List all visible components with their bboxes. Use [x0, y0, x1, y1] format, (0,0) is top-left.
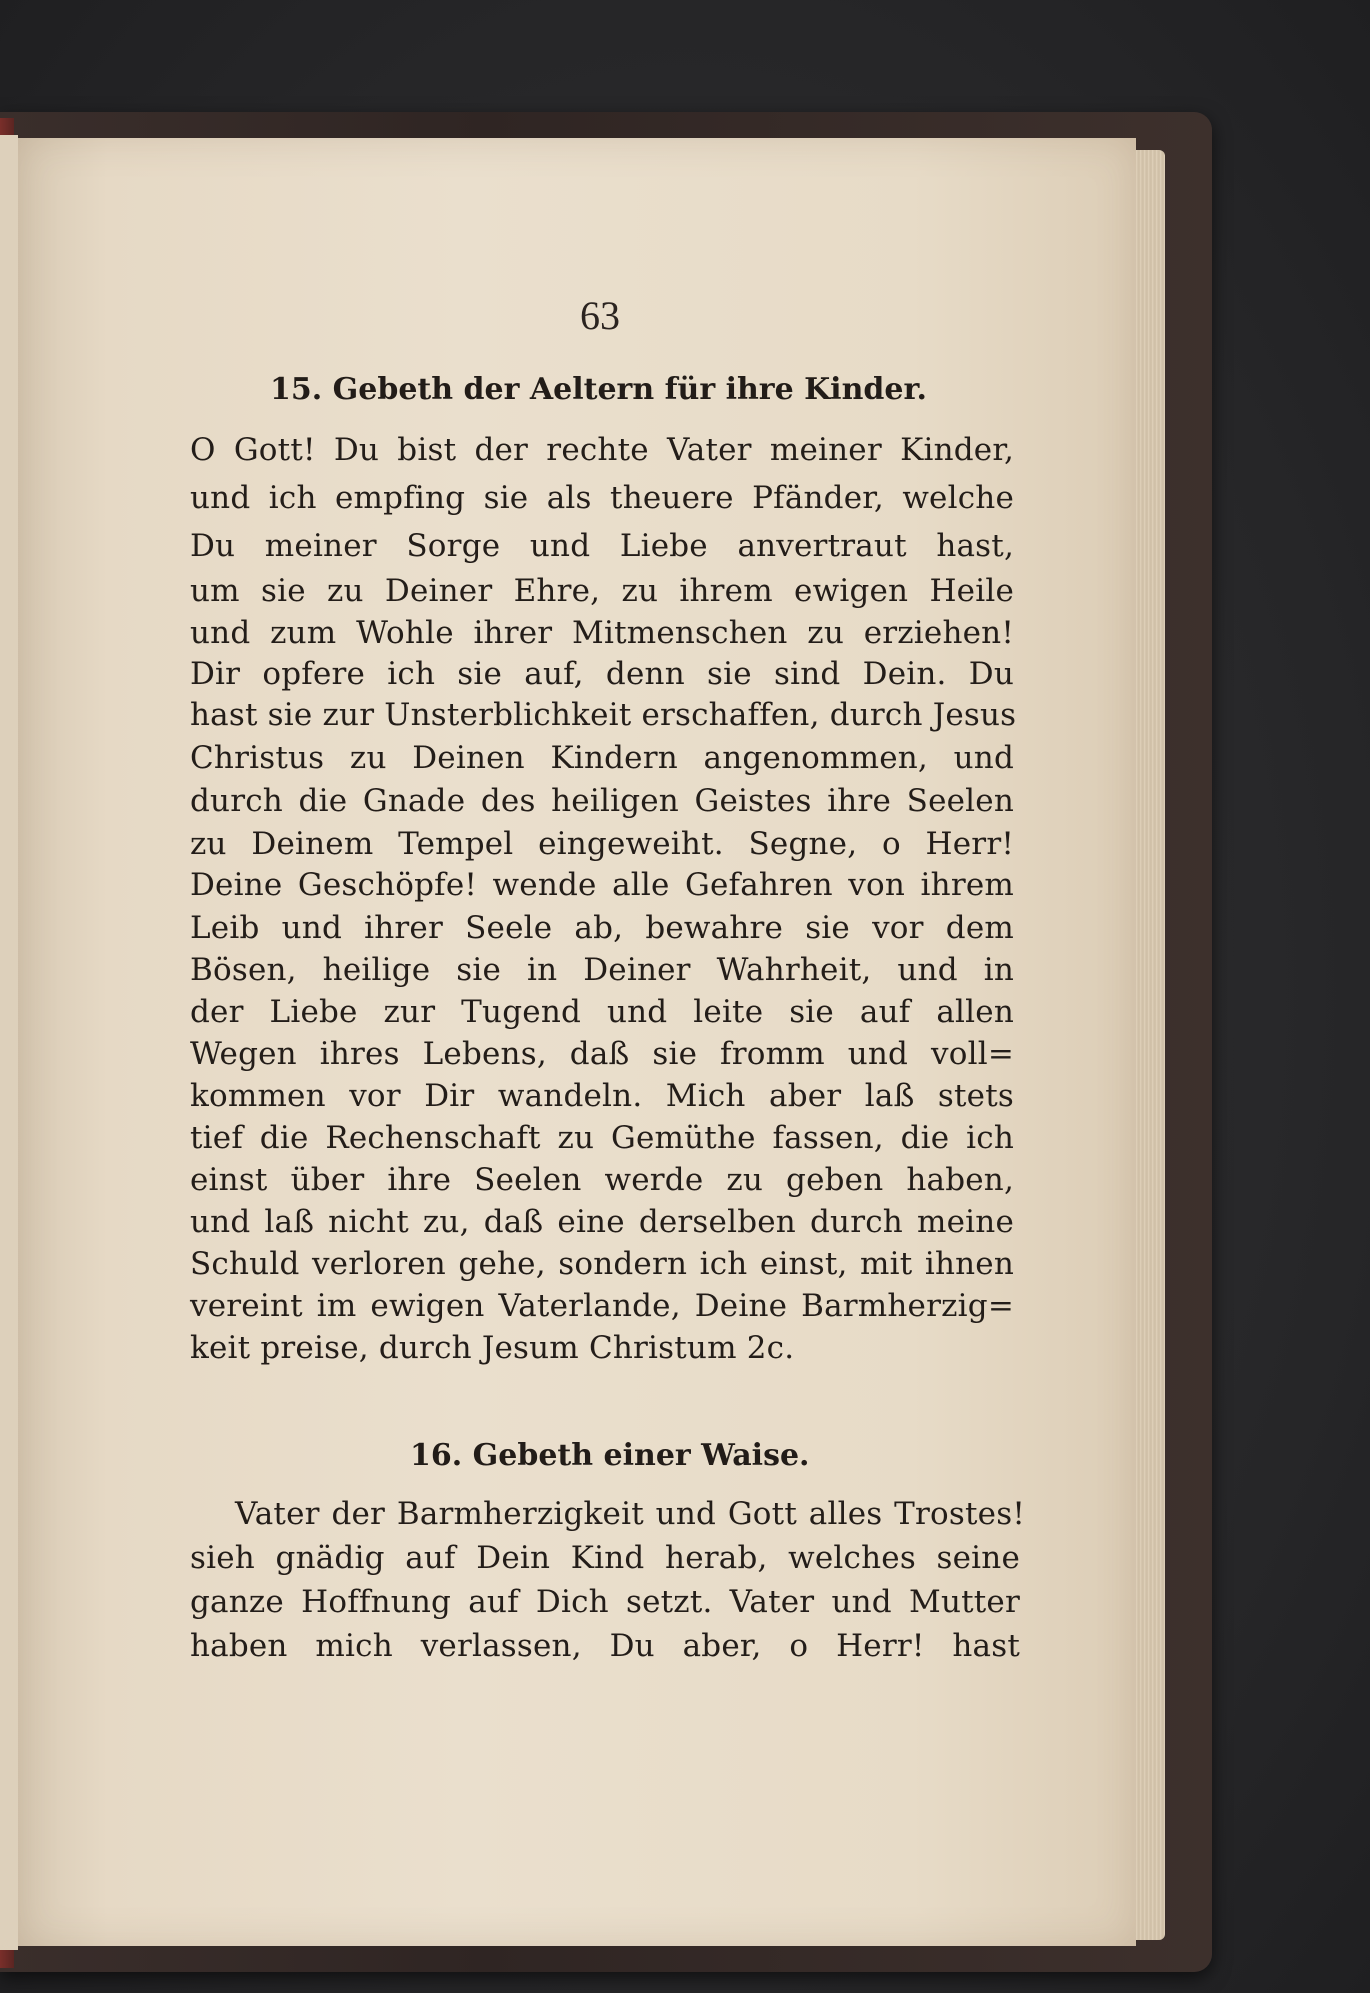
- text-line: einst über ihre Seelen werde zu geben haben,: [190, 1162, 1014, 1198]
- text-line: zu Deinem Tempel eingeweiht. Segne, o Herr!: [190, 826, 1014, 862]
- text-line: keit preise, durch Jesum Christum 2c.: [190, 1330, 795, 1366]
- text-line: ganze Hoffnung auf Dich setzt. Vater und Mutter: [190, 1584, 1020, 1620]
- text-line: Wegen ihres Lebens, daß sie fromm und voll=: [190, 1036, 1014, 1072]
- text-line: Vater der Barmherzigkeit und Gott alles Trostes!: [235, 1496, 1025, 1532]
- text-line: um sie zu Deiner Ehre, zu ihrem ewigen Heile: [190, 573, 1014, 609]
- left-page-edge: [0, 135, 18, 1950]
- text-line: Dir opfere ich sie auf, denn sie sind Dein. Du: [190, 656, 1014, 692]
- text-line: und zum Wohle ihrer Mitmenschen zu erziehen!: [190, 615, 1014, 651]
- text-line: Bösen, heilige sie in Deiner Wahrheit, und in: [190, 952, 1014, 988]
- page-number: 63: [580, 293, 620, 338]
- text-line: vereint im ewigen Vaterlande, Deine Barmherzig=: [190, 1288, 1014, 1324]
- text-line: O Gott! Du bist der rechte Vater meiner Kinder,: [190, 432, 1014, 468]
- text-line: Leib und ihrer Seele ab, bewahre sie vor dem: [190, 910, 1014, 946]
- text-line: Deine Geschöpfe! wende alle Gefahren von ihrem: [190, 867, 1014, 903]
- text-line: und laß nicht zu, daß eine derselben durch meine: [190, 1204, 1014, 1240]
- text-line: der Liebe zur Tugend und leite sie auf allen: [190, 994, 1014, 1030]
- text-line: tief die Rechenschaft zu Gemüthe fassen, die ich: [190, 1120, 1014, 1156]
- text-line: hast sie zur Unsterblichkeit erschaffen, durch Jesus: [190, 697, 1017, 733]
- text-line: Du meiner Sorge und Liebe anvertraut hast,: [190, 528, 1014, 564]
- text-line: Christus zu Deinen Kindern angenommen, und: [190, 740, 1014, 776]
- section-15-heading: 15. Gebeth der Aeltern für ihre Kinder.: [270, 372, 927, 407]
- text-line: kommen vor Dir wandeln. Mich aber laß stets: [190, 1078, 1014, 1114]
- text-line: und ich empfing sie als theuere Pfänder, welche: [190, 480, 1014, 516]
- section-16-heading: 16. Gebeth einer Waise.: [410, 1438, 810, 1473]
- text-line: Schuld verloren gehe, sondern ich einst, mit ihnen: [190, 1246, 1014, 1282]
- text-line: durch die Gnade des heiligen Geistes ihre Seelen: [190, 783, 1014, 819]
- text-line: sieh gnädig auf Dein Kind herab, welches seine: [190, 1540, 1020, 1576]
- text-line: haben mich verlassen, Du aber, o Herr! hast: [190, 1628, 1020, 1664]
